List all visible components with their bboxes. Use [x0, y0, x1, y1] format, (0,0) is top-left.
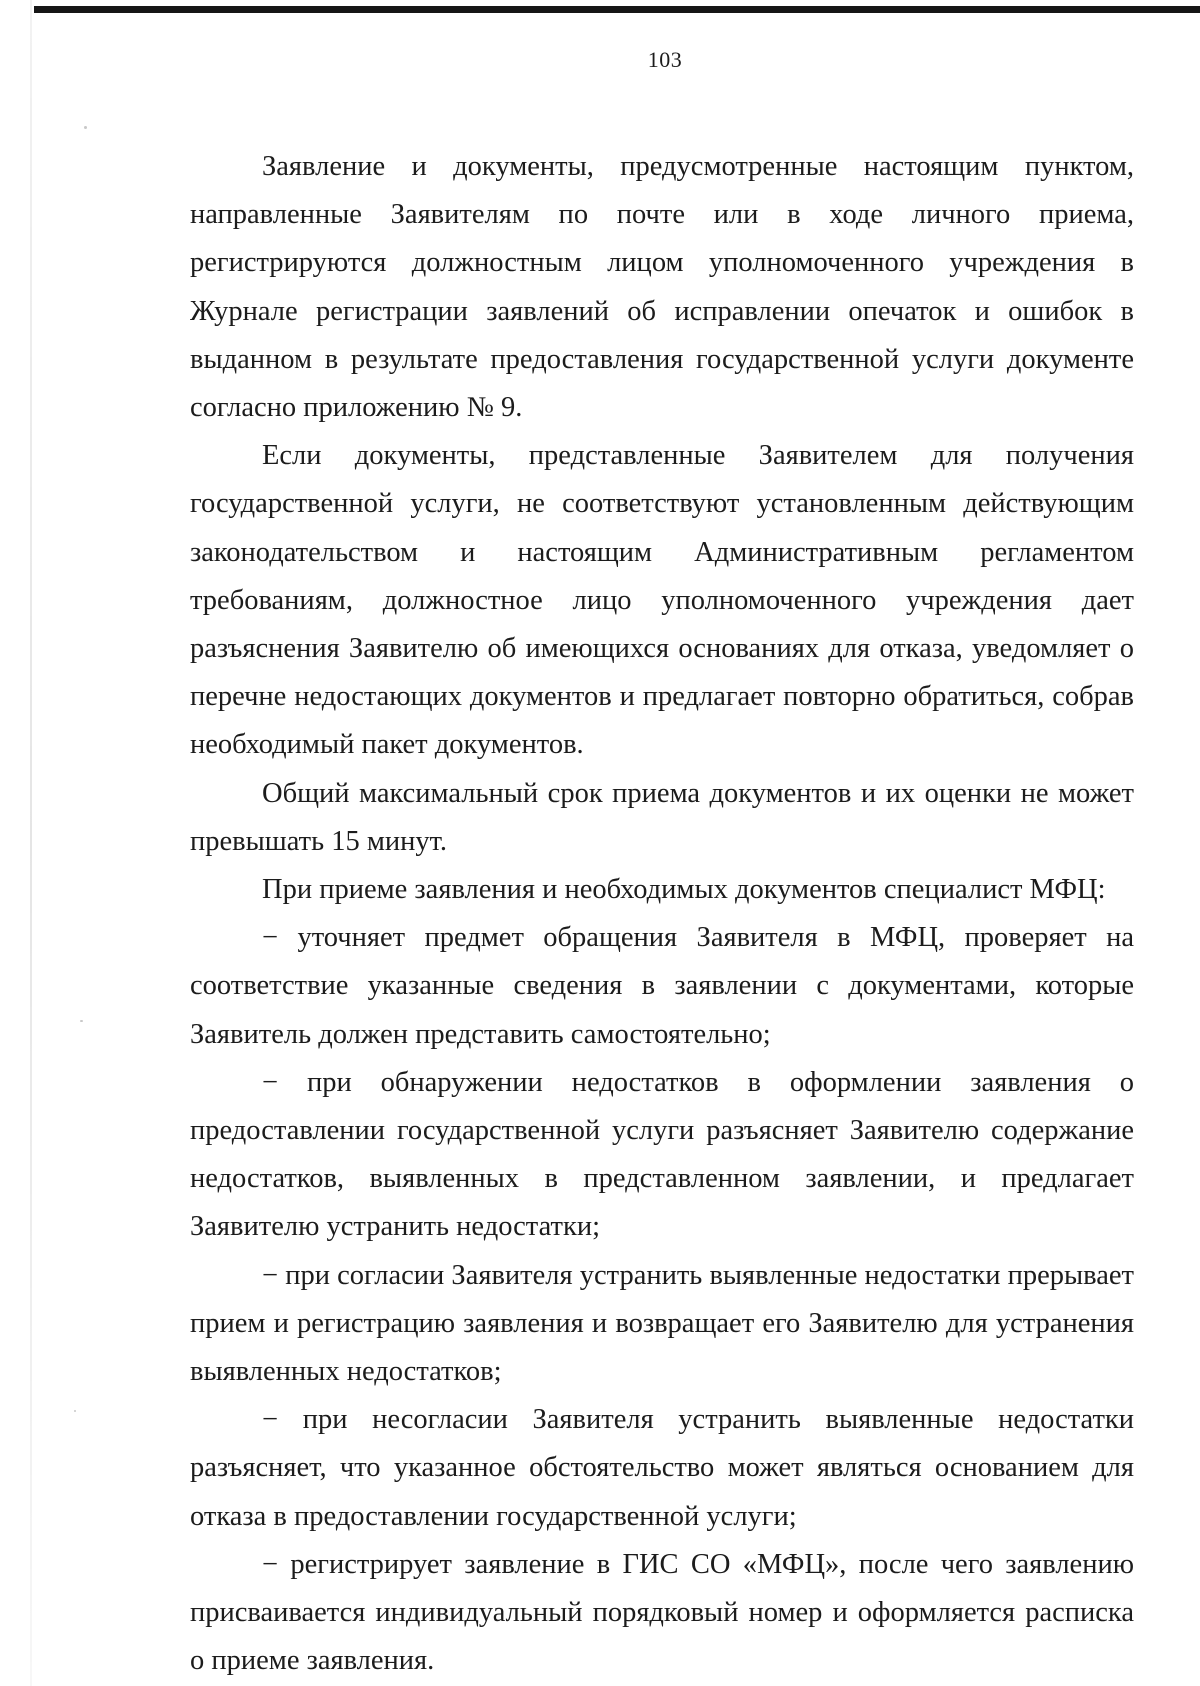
list-item-register: − регистрирует заявление в ГИС СО «МФЦ», после чего заявлению присваивается индивидуальный порядковый номер и оформляется расписка о приеме заявления.: [190, 1548, 1134, 1677]
paragraph-registration: Заявление и документы, предусмотренные настоящим пунктом, направленные Заявителям по почте или в ходе личного приема, регистрируются должностным лицом уполномоченного учреждения в Журнале регистрации заявлений об исправлении опечаток и ошибок в выданном в результате предоставления государственной услуги документе согласно приложению № 9.: [190, 151, 1134, 424]
page-number: 103: [647, 47, 683, 72]
list-item-consent: − при согласии Заявителя устранить выявленные недостатки прерывает прием и регистрацию заявления и возвращает его Заявителю для устранения выявленных недостатков;: [190, 1259, 1134, 1388]
document-body: [190, 143, 1134, 1686]
paragraph-mfc-intro: При приеме заявления и необходимых документов специалист МФЦ:: [262, 874, 1106, 906]
top-scan-border: [34, 6, 1200, 13]
paragraph-time-limit: Общий максимальный срок приема документов и их оценки не может превышать 15 минут.: [190, 777, 1134, 857]
list-item-deficiencies: − при обнаружении недостатков в оформлении заявления о предоставлении государственной услуги разъясняет Заявителю содержание недостатков, выявленных в представленном заявлении, и предлагает Заявителю устранить недостатки;: [190, 1066, 1134, 1243]
scan-speck: [80, 1020, 83, 1022]
paragraph-nonconformity: Если документы, представленные Заявителем для получения государственной услуги, не соответствуют установленным действующим законодательством и настоящим Административным регламентом требованиям, должностное лицо уполномоченного учреждения дает разъяснения Заявителю об имеющихся основаниях для отказа, уведомляет о перечне недостающих документов и предлагает повторно обратиться, собрав необходимый пакет документов.: [190, 440, 1134, 761]
list-item-disagreement: − при несогласии Заявителя устранить выявленные недостатки разъясняет, что указанное обстоятельство может являться основанием для отказа в предоставлении государственной услуги;: [190, 1404, 1134, 1532]
left-margin-shadow: [30, 0, 32, 1686]
scan-speck: [74, 1410, 76, 1412]
list-item-clarify: − уточняет предмет обращения Заявителя в МФЦ, проверяет на соответствие указанные сведения в заявлении с документами, которые Заявитель должен представить самостоятельно;: [190, 922, 1134, 1050]
scan-speck: [84, 126, 87, 129]
